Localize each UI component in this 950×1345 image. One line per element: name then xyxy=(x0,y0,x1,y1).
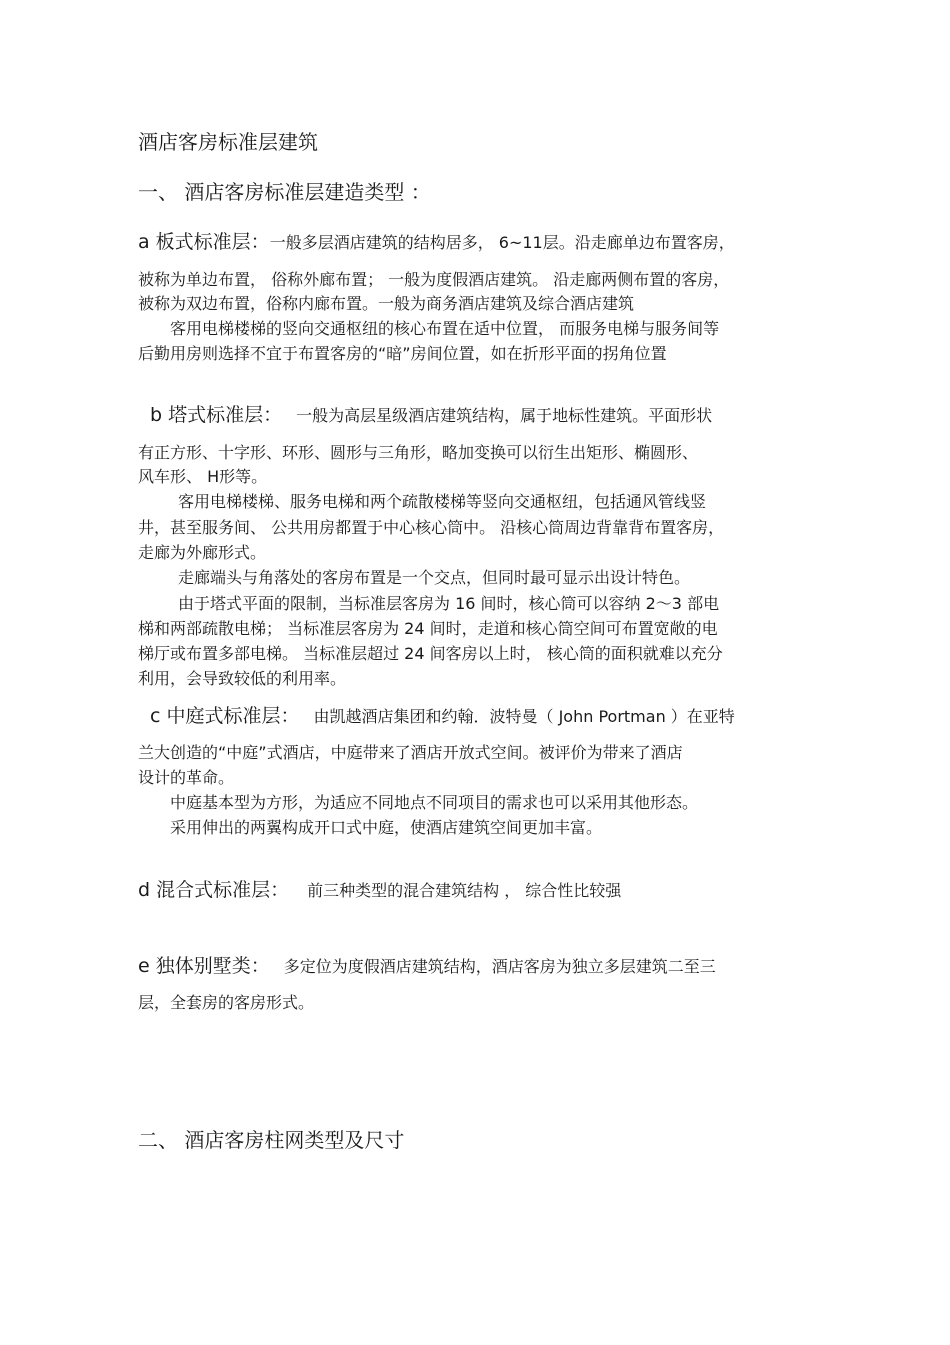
item-a-first-line xyxy=(138,232,735,253)
item-b-line: 梯厅或布置多部电梯。 当标准层超过 24 间客房以上时， 核心筒的面积就难以充分 xyxy=(138,644,723,663)
item-b-line: 梯和两部疏散电梯； 当标准层客房为 24 间时，走道和核心筒空间可布置宽敞的电 xyxy=(138,619,718,638)
item-c-line: 设计的革命。 xyxy=(138,768,235,787)
item-a-label: a 板式标准层： xyxy=(138,231,270,253)
section-1-heading: 一、 酒店客房标准层建造类型 ： xyxy=(138,180,431,204)
item-b-line: 风车形、 H形等。 xyxy=(138,467,268,486)
section-2-heading: 二、 酒店客房柱网类型及尺寸 xyxy=(138,1128,405,1152)
item-d-line xyxy=(138,880,621,901)
item-a-line: 后勤用房则选择不宜于布置客房的“暗”房间位置，如在折形平面的拐角位置 xyxy=(138,344,667,363)
item-a-line: 被称为双边布置，俗称内廊布置。一般为商务酒店建筑及综合酒店建筑 xyxy=(138,294,635,313)
item-d-label: d 混合式标准层： xyxy=(138,879,290,901)
item-a-line: 被称为单边布置， 俗称外廊布置； 一般为度假酒店建筑。 沿走廊两侧布置的客房， xyxy=(138,270,730,289)
item-b-first-line xyxy=(150,405,712,426)
item-b-line: 由于塔式平面的限制，当标准层客房为 16 间时，核心筒可以容纳 2～3 部电 xyxy=(178,594,720,613)
item-b-line: 客用电梯楼梯、服务电梯和两个疏散楼梯等竖向交通枢纽，包括通风管线竖 xyxy=(178,492,707,511)
item-e-first-line xyxy=(138,956,716,977)
item-c-line: 兰大创造的“中庭”式酒店，中庭带来了酒店开放式空间。被评价为带来了酒店 xyxy=(138,743,683,762)
item-e-text: 多定位为度假酒店建筑结构，酒店客房为独立多层建筑二至三 xyxy=(283,957,716,976)
item-c-first-line xyxy=(150,706,735,727)
item-e-label: e 独体别墅类： xyxy=(138,955,270,977)
item-b-text: 一般为高层星级酒店建筑结构，属于地标性建筑。平面形状 xyxy=(296,406,713,425)
item-b-line: 走廊为外廊形式。 xyxy=(138,543,267,562)
document-title: 酒店客房标准层建筑 xyxy=(138,130,318,154)
item-b-label: b 塔式标准层： xyxy=(150,404,283,426)
item-a-text: 一般多层酒店建筑的结构居多， 6~11层。沿走廊单边布置客房， xyxy=(269,233,735,252)
item-b-line: 有正方形、十字形、环形、圆形与三角形，略加变换可以衍生出矩形、椭圆形、 xyxy=(138,443,699,462)
item-c-label: c 中庭式标准层： xyxy=(150,705,300,727)
item-a-line: 客用电梯楼梯的竖向交通枢纽的核心布置在适中位置， 而服务电梯与服务间等 xyxy=(170,319,720,338)
item-d-text: 前三种类型的混合建筑结构 ， 综合性比较强 xyxy=(307,881,622,900)
item-b-line: 利用，会导致较低的利用率。 xyxy=(138,669,347,688)
item-c-text: 由凯越酒店集团和约翰．波特曼（ John Portman ）在亚特 xyxy=(313,707,735,726)
item-e-line: 层，全套房的客房形式。 xyxy=(138,993,315,1012)
item-b-line: 井，甚至服务间、 公共用房都置于中心核心筒中。 沿核心筒周边背靠背布置客房， xyxy=(138,518,725,537)
item-c-line: 采用伸出的两翼构成开口式中庭，使酒店建筑空间更加丰富。 xyxy=(170,818,603,837)
item-b-line: 走廊端头与角落处的客房布置是一个交点，但同时最可显示出设计特色。 xyxy=(178,568,691,587)
item-c-line: 中庭基本型为方形，为适应不同地点不同项目的需求也可以采用其他形态。 xyxy=(170,793,699,812)
